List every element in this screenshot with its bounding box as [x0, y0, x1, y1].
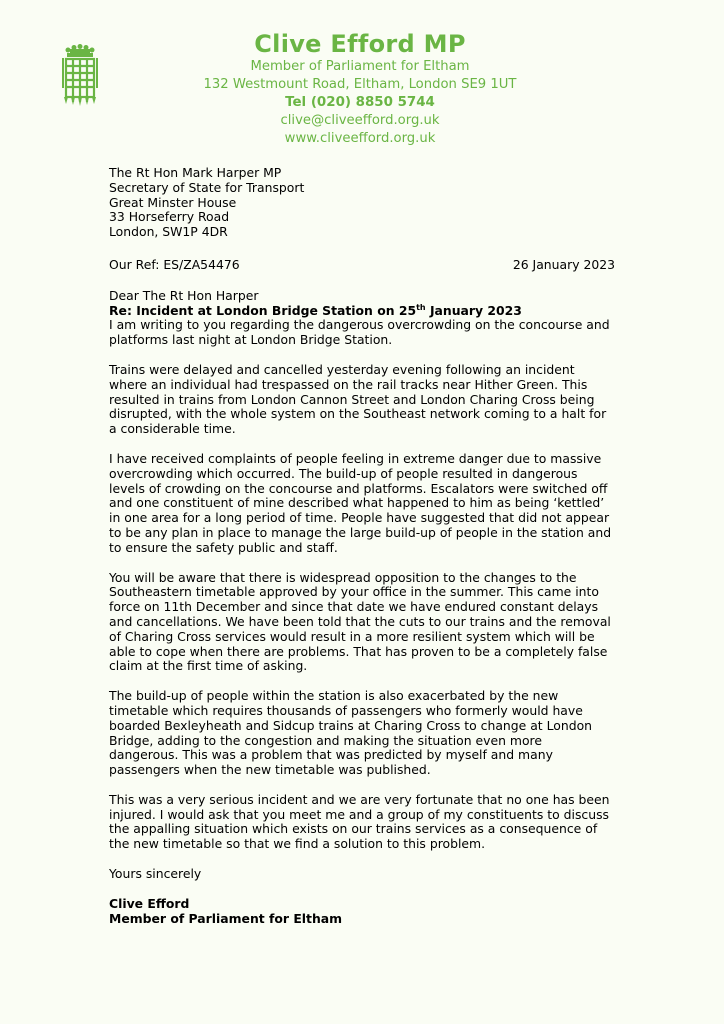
closing: Yours sincerely	[109, 866, 202, 882]
body-paragraph: You will be aware that there is widespread opposition to the changes to the Southeastern timetable approved by your office in the summer. This came into force on 11th December and since that date we have endured constant delays and cancellations. We have been told that the cuts to our trains and the removal of Charing Cross services would result in a more resilient system which will be able to cope when there are problems. That has proven to be a completely false claim at the first time of asking.	[109, 569, 611, 674]
mp-telephone: Tel (020) 8850 5744	[285, 95, 435, 110]
mp-address: 132 Westmount Road, Eltham, London SE9 1UT	[203, 77, 517, 92]
letterhead	[180, 30, 540, 148]
mp-website[interactable]: www.cliveefford.org.uk	[284, 131, 436, 146]
reference-number: Our Ref: ES/ZA54476	[109, 256, 240, 272]
mp-name: Clive Efford MP	[254, 30, 466, 58]
signature-name: Clive Efford	[109, 895, 190, 911]
letter-date: 26 January 2023	[512, 256, 615, 272]
body-paragraph: I have received complaints of people feeling in extreme danger due to massive overcrowding which occurred. The build-up of people resulted in dangerous levels of crowding on the concourse and platforms. Escalators were switched off and one constituent of mine described what happened to him as being ‘kettled’ in one area for a long period of time. People have suggested that did not appear to be any plan in place to manage the large build-up of people in the station and to ensure the safety public and staff.	[109, 450, 612, 555]
recipient-line: 33 Horseferry Road	[109, 209, 230, 225]
reference-row	[109, 258, 615, 273]
portcullis-icon	[62, 44, 98, 106]
recipient-line: The Rt Hon Mark Harper MP	[109, 165, 282, 180]
subject-prefix: Re: Incident at London Bridge Station on 25	[109, 302, 417, 318]
recipient-line: London, SW1P 4DR	[109, 224, 228, 240]
letter-body	[109, 166, 615, 926]
body-paragraph: This was a very serious incident and we are very fortunate that no one has been injured. I would ask that you meet me and a group of my constituents to discuss the appalling situation which exists on our trains services as a consequence of the new timetable so that we find a solution to this problem.	[109, 791, 610, 852]
body-paragraph: The build-up of people within the station is also exacerbated by the new timetable which requires thousands of passengers who formerly would have boarded Bexleyheath and Sidcup trains at Charing Cross to change at London Bridge, adding to the congestion and making the situation even more dangerous. This was a problem that was predicted by myself and many passengers when the new timetable was published.	[109, 688, 592, 778]
subject-line	[109, 304, 615, 319]
recipient-line: Secretary of State for Transport	[109, 179, 305, 195]
subject-superscript: th	[416, 302, 426, 312]
body-paragraph: I am writing to you regarding the dangerous overcrowding on the concourse and platforms last night at London Bridge Station.	[109, 317, 610, 348]
signature-title: Member of Parliament for Eltham	[109, 910, 343, 926]
subject-suffix: January 2023	[425, 302, 522, 318]
recipient-line: Great Minster House	[109, 194, 237, 210]
mp-email[interactable]: clive@cliveefford.org.uk	[280, 113, 440, 128]
recipient-address	[109, 166, 615, 240]
salutation: Dear The Rt Hon Harper	[109, 287, 259, 303]
mp-role: Member of Parliament for Eltham	[250, 59, 470, 74]
body-paragraph: Trains were delayed and cancelled yesterday evening following an incident where an individual had trespassed on the rail tracks near Hither Green. This resulted in trains from London Cannon Street and London Charing Cross being disrupted, with the whole system on the Southeast network coming to a halt for a considerable time.	[109, 361, 607, 437]
